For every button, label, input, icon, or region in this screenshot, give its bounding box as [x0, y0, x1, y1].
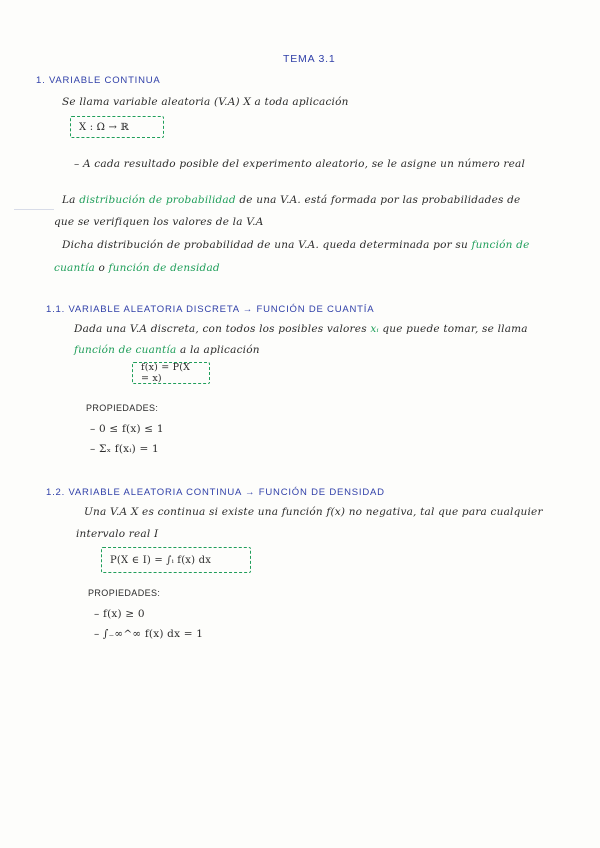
section-12-props-label: PROPIEDADES:	[88, 588, 161, 598]
line1-post: que puede tomar, se llama	[382, 323, 528, 335]
section-11-line1	[74, 323, 528, 335]
section-11-formula: f(x) = P(X = x)	[141, 362, 191, 384]
line1-xi: xᵢ	[370, 323, 379, 335]
para1-term: distribución de probabilidad	[79, 194, 236, 206]
section-11-prop-2: – Σₓ f(xᵢ) = 1	[90, 443, 159, 455]
section-11-heading: 1.1. VARIABLE ALEATORIA DISCRETA → FUNCIÓN DE CUANTÍA	[46, 304, 375, 315]
para2-term1b: cuantía	[54, 262, 95, 274]
section-1-formula: X : Ω → ℝ	[79, 121, 129, 133]
section-11-formula-box	[132, 362, 210, 384]
margin-rule	[14, 209, 54, 210]
section-1-para2	[62, 239, 530, 251]
page-title: TEMA 3.1	[283, 53, 336, 65]
section-1-bullet: – A cada resultado posible del experimento aleatorio, se le asigne un número real	[74, 158, 526, 170]
para1-pre: La	[62, 194, 76, 206]
section-12-prop-1: – f(x) ≥ 0	[94, 608, 145, 620]
para1-post: de una V.A. está formada por las probabilidades de	[239, 194, 521, 206]
section-1-intro: Se llama variable aleatoria (V.A) X a toda aplicación	[62, 96, 349, 108]
section-1-para1-line2: que se verifiquen los valores de la V.A	[54, 216, 264, 228]
section-11-props-label: PROPIEDADES:	[86, 403, 159, 413]
section-11-line2	[74, 344, 260, 356]
para2-pre: Dicha distribución de probabilidad de una V.A. queda determinada por su	[62, 239, 468, 251]
line1-pre: Dada una V.A discreta, con todos los posibles valores	[74, 323, 367, 335]
para2-term1: función de	[471, 239, 530, 251]
section-12-line1: Una V.A X es continua si existe una función f(x) no negativa, tal que para cualquier	[84, 506, 543, 518]
section-12-line2: intervalo real I	[76, 528, 159, 540]
section-12-prop-2: – ∫₋∞^∞ f(x) dx = 1	[94, 628, 204, 640]
section-11-prop-1: – 0 ≤ f(x) ≤ 1	[90, 423, 164, 435]
para2-term2: función de densidad	[108, 262, 220, 274]
section-1-para1	[62, 194, 520, 206]
section-12-formula: P(X ∈ I) = ∫ᵢ f(x) dx	[110, 554, 212, 566]
section-1-formula-box	[70, 116, 164, 138]
para2-mid: o	[98, 262, 105, 274]
line2-post: a la aplicación	[180, 344, 260, 356]
line2-term: función de cuantía	[74, 344, 177, 356]
section-1-heading: 1. VARIABLE CONTINUA	[36, 75, 161, 86]
section-12-heading: 1.2. VARIABLE ALEATORIA CONTINUA → FUNCIÓN DE DENSIDAD	[46, 487, 385, 498]
section-1-para2-line2	[54, 262, 220, 274]
section-12-formula-box	[101, 547, 251, 573]
